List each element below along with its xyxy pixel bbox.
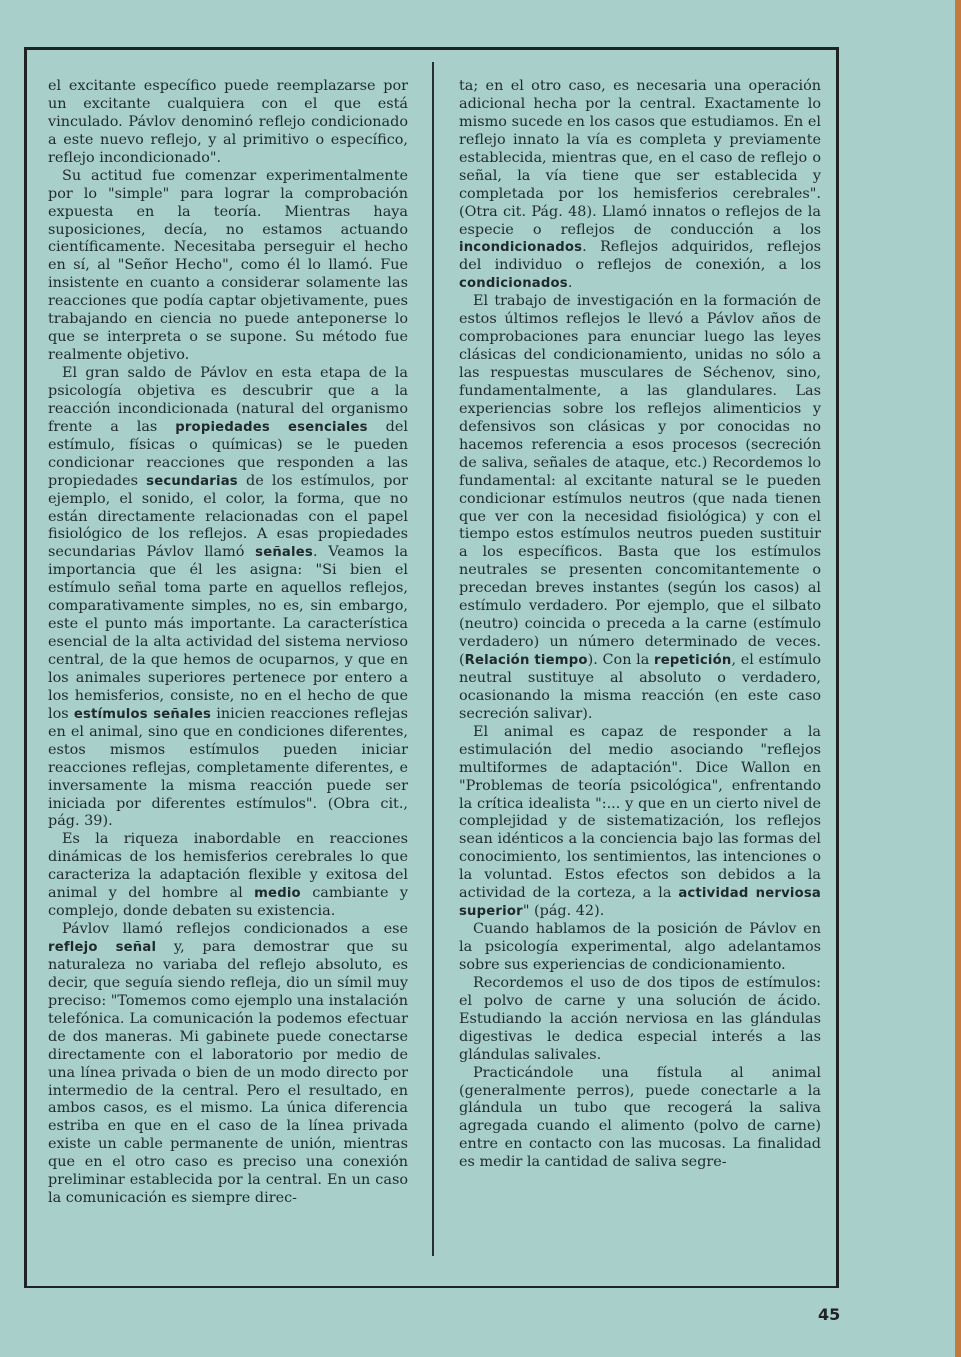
emphasis-term: repetición (654, 653, 732, 668)
emphasis-term: señales (255, 545, 313, 561)
paragraph: Es la riqueza inabordable en reacciones dinámicas de los hemisferios cerebrales lo que caracteriza la adaptación flexible y exitosa del animal y del hombre al medio cambiante y complejo, donde debaten su existencia. (48, 831, 409, 920)
paragraph: El animal es capaz de responder a la estimulación del medio asociando "reflejos multiformes de adaptación". Dice Wallon en "Problemas de teoría psicológica", enfrentando la crítica idealista ":... y que en un cierto nivel de complejidad y de sistematización, los reflejos sean idénticos a la conciencia bajo las formas del conocimiento, los sentimientos, las intenciones o la voluntad. Estos efectos son debidos a la actividad de la corteza, a la actividad nerviosa superior" (pág. 42). (459, 723, 821, 920)
page-frame-bottom-rule (24, 1286, 839, 1288)
paragraph: El gran saldo de Pávlov en esta etapa de la psicología objetiva es descubrir que a la reacción incondicionada (natural del organismo frente a las propiedades esenciales del estímulo, físicas o químicas) se le pueden condicionar reacciones que responden a las propiedades secundarias de los estímulos, por ejemplo, el sonido, el color, la forma, que no están directamente relacionadas con el papel fisiológico de los reflejos. A esas propiedades secundarias Pávlov llamó señales. Veamos la importancia que él les asigna: "Si bien el estímulo señal toma parte en aquellos reflejos, comparativamente simples, no es, sin embargo, este el punto más importante. La característica esencial de la alta actividad del sistema nervioso central, de la que hemos de ocuparnos, y que en los animales superiores pertenece por entero a los hemisferios, consiste, no en el hecho de que los estímulos señales inicien reacciones reflejas en el animal, sino que en condiciones diferentes, estos mismos estímulos pueden iniciar reacciones reflejas, completamente diferentes, e inversamente la misma reacción puede ser iniciada por diferentes estímulos". (Obra cit., pág. 39). (48, 365, 408, 830)
paragraph: Practicándole una fístula al animal (generalmente perros), puede conectarle a la glándula un tubo que recogerá la saliva agregada cuando el alimento (polvo de carne) entre en contacto con las mucosas. La finalidad es medir la cantidad de saliva segre- (459, 1064, 821, 1171)
emphasis-term: Relación tiempo (464, 653, 588, 668)
paragraph: el excitante específico puede reemplazarse por un excitante cualquiera con el que está vinculado. Pávlov denominó reflejo condicionado a este nuevo reflejo, y al primitivo o específico, reflejo incondicionado". (48, 78, 408, 166)
emphasis-term: secundarias (146, 473, 238, 489)
paragraph: Recordemos el uso de dos tipos de estímulos: el polvo de carne y una solución de ácido. Estudiando la acción nerviosa en las glándulas digestivas le dedica especial interés a las glándulas salivales. (459, 974, 821, 1063)
paragraph: ta; en el otro caso, es necesaria una operación adicional hecha por la central. Exactamente lo mismo sucede en los casos que estudiamos. En el reflejo innato la vía es completa y previamente establecida, mientras que, en el caso de reflejo o señal, la vía tiene que ser establecida y completada por los hemisferios cerebrales". (Otra cit. Pág. 48). Llamó innatos o reflejos de la especie o reflejos de conducción a los incondicionados. Reflejos adquiridos, reflejos del individuo o reflejos de conexión, a los condicionados. (459, 78, 821, 292)
paragraph: Cuando hablamos de la posición de Pávlov en la psicología experimental, algo adelantamos sobre sus experiencias de condicionamiento. (459, 921, 821, 973)
emphasis-term: incondicionados (459, 240, 583, 256)
column-divider (432, 62, 434, 1256)
left-column (48, 78, 408, 1208)
paragraph: Pávlov llamó reflejos condicionados a ese reflejo señal y, para demostrar que su naturaleza no variaba del reflejo absoluto, es decir, que seguía siendo refleja, dio un símil muy preciso: "Tomemos como ejemplo una instalación telefónica. La comunicación la podemos efectuar de dos maneras. Mi gabinete puede conectarse directamente con el laboratorio por medio de una línea privada o bien de un modo directo por intermedio de la central. Pero el resultado, en ambos casos, es el mismo. La única diferencia estriba en que en el caso de la línea privada existe un cable permanente de unión, mientras que en el otro caso es preciso una conexión preliminar establecida por la central. En un caso la comunicación es siempre direc- (48, 921, 408, 1207)
page-number: 45 (818, 1305, 841, 1324)
emphasis-term: propiedades esenciales (175, 419, 368, 435)
emphasis-term: condicionados (459, 276, 568, 292)
emphasis-term: actividad nerviosa superior (459, 886, 821, 920)
paragraph: El trabajo de investigación en la formación de estos últimos reflejos le llevó a Pávlov años de comprobaciones para enunciar luego las leyes clásicas del condicionamiento, unidas no sólo a las respuestas musculares de Séchenov, sino, fundamentalmente, a las glandulares. Las experiencias sobre los reflejos alimenticios y defensivos son clásicas y por conocidas no hacemos referencia a esos procesos (secreción de saliva, señales de ataque, etc.) Recordemos lo fundamental: al excitante natural se le pueden condicionar estímulos neutros (que nada tienen que ver con la necesidad fisiológica) y con el tiempo estos estímulos neutros pueden sustituir a los específicos. Basta que los estímulos neutrales se presenten concomitantemente o precedan breves instantes (según los casos) al estímulo verdadero. Por ejemplo, que el silbato (neutro) coincida o preceda a la carne (estímulo verdadero) un número determinado de veces. (Relación tiempo). Con la repetición, el estímulo neutral sustituye al absoluto o verdadero, ocasionando la misma reacción (en este caso secreción salivar). (459, 293, 821, 722)
emphasis-term: reflejo señal (48, 940, 157, 955)
right-column (459, 78, 821, 1172)
page-edge-stripe (955, 0, 961, 1357)
emphasis-term: estímulos señales (73, 706, 212, 722)
paragraph: Su actitud fue comenzar experimentalmente por lo "simple" para lograr la comprobación expuesta en la teoría. Mientras haya suposiciones, decía, no estamos actuando científicamente. Necesitaba perseguir el hecho en sí, al "Señor Hecho", como él lo llamó. Fue insistente en cuanto a considerar solamente las reacciones que podía captar objetivamente, pues trabajando en ciencia no puede anteponerse lo que se interpreta o se supone. Su método fue realmente objetivo. (48, 167, 408, 364)
emphasis-term: medio (254, 886, 301, 902)
